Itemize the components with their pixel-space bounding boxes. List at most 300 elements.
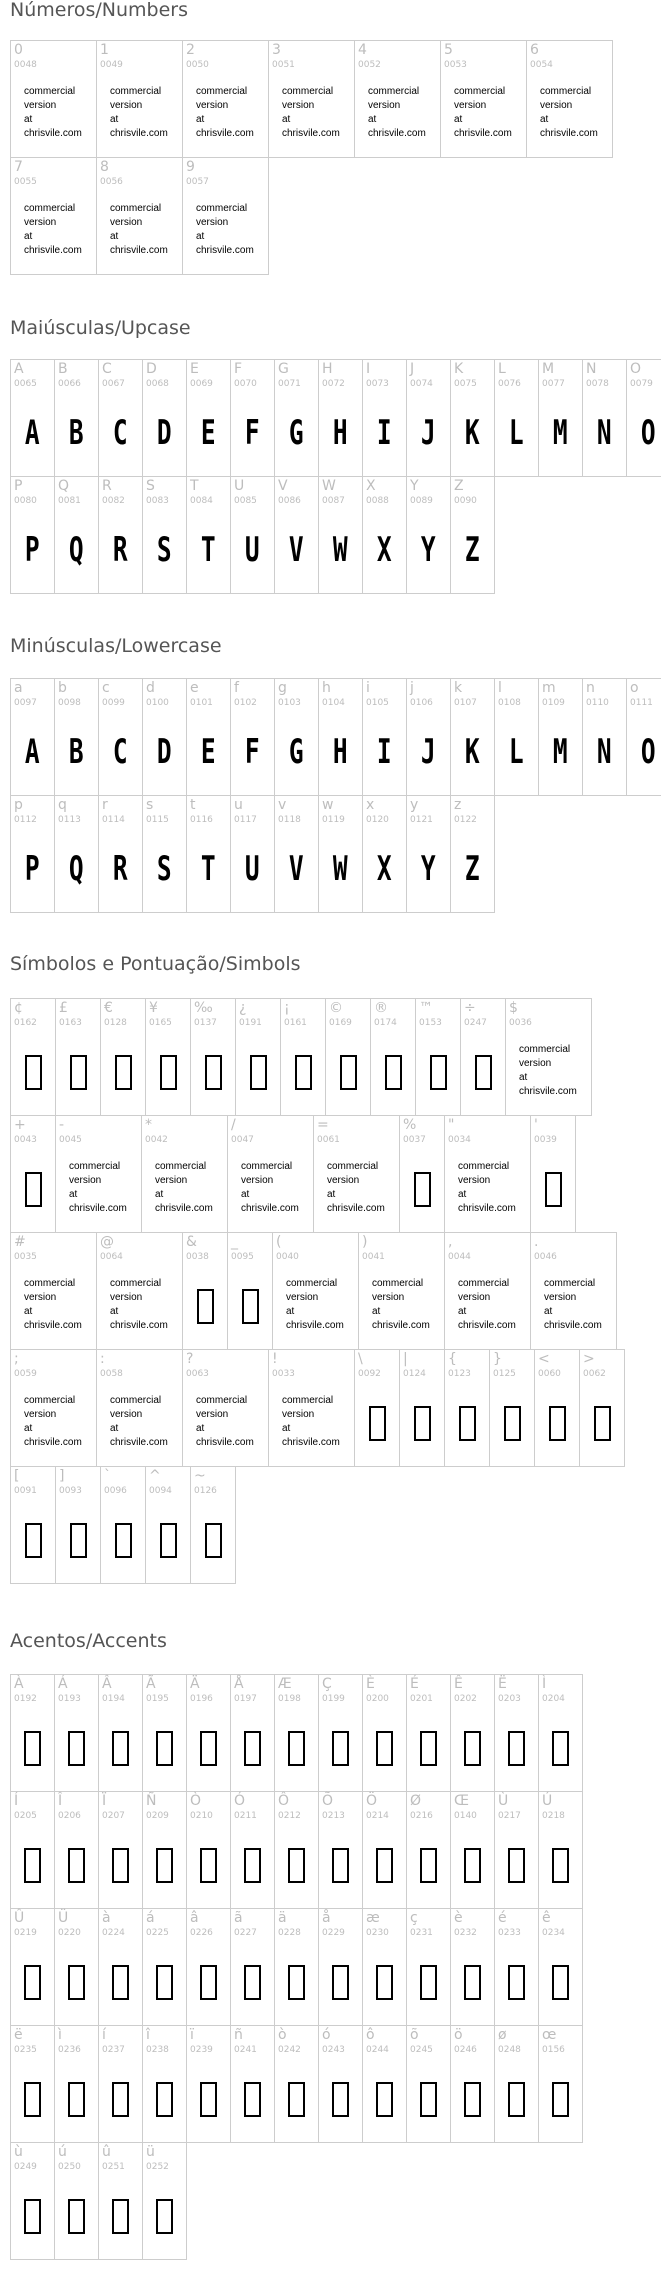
missing-glyph-box-icon [332,2082,349,2117]
glyph-cell-0045 [55,1115,142,1233]
glyph-cell-0250 [54,2142,99,2260]
glyph-cell-0059 [10,1349,97,1467]
glyph-char-label: 3 [272,42,281,58]
glyph-cell-0041 [358,1232,445,1350]
glyph-cell-0085 [230,476,275,594]
glyph-cell-0194 [98,1674,143,1792]
glyph-preview [531,1152,575,1226]
glyph-code-label: 0077 [542,379,565,389]
glyph-preview [416,1035,460,1109]
glyph-char-label: Ï [102,1793,107,1809]
glyph-preview [445,1386,489,1460]
commercial-version-note: commercial version at chrisvile.com [196,1395,254,1448]
commercial-version-note: commercial version at chrisvile.com [69,1161,127,1214]
glyph-preview [146,1035,190,1109]
glyph-code-label: 0218 [542,1811,565,1821]
glyph-char-label: ® [374,1000,388,1016]
glyph-cell-0123 [444,1349,490,1467]
glyph-char-label: Å [234,1676,244,1692]
glyph-char-label: { [448,1351,457,1367]
glyph-cell-0128 [100,998,146,1116]
glyph-char-label: T [190,478,199,494]
glyph-cell-0113 [54,795,99,913]
glyph-preview [231,396,274,470]
glyph-char-label: Ô [278,1793,290,1809]
glyph-preview [583,715,626,789]
glyph-char-label: 8 [100,159,109,175]
glyph-char-label: w [322,797,334,813]
glyph-code-label: 0095 [231,1252,254,1262]
glyph-code-label: 0085 [234,496,257,506]
commercial-version-note: commercial version at chrisvile.com [368,86,426,139]
glyph-sample: S [157,849,172,889]
glyph-preview [187,513,230,587]
glyph-cell-0102 [230,678,275,796]
glyph-sample: E [201,413,216,453]
commercial-version-note: commercial version at chrisvile.com [241,1161,299,1214]
glyph-cell-0107 [450,678,495,796]
commercial-version-note: commercial version at chrisvile.com [327,1161,385,1214]
glyph-cell-0246 [450,2025,495,2143]
glyph-cell-0218 [538,1791,583,1909]
glyph-sample: H [333,413,348,453]
glyph-cell-0112 [10,795,55,913]
glyph-char-label: å [322,1910,331,1926]
glyph-code-label: 0169 [329,1018,352,1028]
glyph-char-label: v [278,797,287,813]
glyph-char-label: x [366,797,375,813]
glyph-code-label: 0220 [58,1928,81,1938]
commercial-version-note: commercial version at chrisvile.com [110,86,168,139]
glyph-preview [55,2179,98,2253]
glyph-char-label: ü [146,2144,155,2160]
glyph-code-label: 0034 [448,1135,471,1145]
glyph-char-label: ] [59,1468,65,1484]
missing-glyph-box-icon [25,1172,42,1207]
glyph-char-label: ï [190,2027,194,2043]
glyph-cell-0049 [96,40,183,158]
glyph-cell-0052 [354,40,441,158]
glyph-char-label: ™ [419,1000,433,1016]
commercial-version-note: commercial version at chrisvile.com [196,203,254,256]
glyph-code-label: 0123 [448,1369,471,1379]
glyph-preview [451,1945,494,2019]
glyph-cell-0199 [318,1674,363,1792]
glyph-code-label: 0198 [278,1694,301,1704]
glyph-char-label: f [234,680,239,696]
glyph-code-label: 0070 [234,379,257,389]
glyph-char-label: à [102,1910,111,1926]
glyph-char-label: D [146,361,157,377]
glyph-cell-0220 [54,1908,99,2026]
glyph-code-label: 0092 [358,1369,381,1379]
glyph-code-label: 0192 [14,1694,37,1704]
glyph-preview [407,1828,450,1902]
glyph-char-label: V [278,478,288,494]
glyph-code-label: 0163 [59,1018,82,1028]
missing-glyph-box-icon [200,1731,217,1766]
glyph-char-label: W [322,478,336,494]
glyph-preview [55,1828,98,1902]
glyph-code-label: 0055 [14,177,37,187]
glyph-char-label: M [542,361,555,377]
glyph-preview [187,396,230,470]
glyph-char-label: B [58,361,68,377]
glyph-char-label: ' [534,1117,538,1133]
glyph-char-label: F [234,361,243,377]
glyph-preview [319,715,362,789]
glyph-sample: U [245,530,260,570]
glyph-cell-0121 [406,795,451,913]
glyph-sample: R [113,849,128,889]
glyph-preview [490,1386,534,1460]
glyph-code-label: 0088 [366,496,389,506]
glyph-cell-0062 [579,1349,625,1467]
glyph-cell-0201 [406,1674,451,1792]
section-title-lowercase: Minúsculas/Lowercase [10,635,222,657]
glyph-cell-0225 [142,1908,187,2026]
glyph-cell-0193 [54,1674,99,1792]
glyph-preview [461,1035,505,1109]
glyph-cell-0060 [534,1349,580,1467]
glyph-cell-0070 [230,359,275,477]
glyph-preview [407,715,450,789]
glyph-char-label: % [403,1117,417,1133]
glyph-code-label: 0071 [278,379,301,389]
glyph-sample: X [377,849,392,889]
glyph-code-label: 0227 [234,1928,257,1938]
missing-glyph-box-icon [24,1848,41,1883]
glyph-preview [11,2179,54,2253]
glyph-char-label: Ä [190,1676,200,1692]
glyph-sample: V [289,849,304,889]
glyph-sample: J [421,413,436,453]
glyph-cell-0169 [325,998,371,1116]
missing-glyph-box-icon [156,2199,173,2234]
glyph-preview [99,2179,142,2253]
glyph-preview [55,396,98,470]
glyph-preview [143,396,186,470]
glyph-cell-0109 [538,678,583,796]
glyph-code-label: 0252 [146,2162,169,2172]
missing-glyph-box-icon [552,1965,569,2000]
glyph-preview [99,1828,142,1902]
glyph-preview [11,513,54,587]
glyph-preview [319,2062,362,2136]
glyph-cell-0065 [10,359,55,477]
glyph-cell-0236 [54,2025,99,2143]
glyph-code-label: 0196 [190,1694,213,1704]
glyph-code-label: 0124 [403,1369,426,1379]
glyph-code-label: 0239 [190,2045,213,2055]
glyph-sample: I [377,413,392,453]
glyph-code-label: 0082 [102,496,125,506]
glyph-char-label: Ñ [146,1793,157,1809]
glyph-code-label: 0242 [278,2045,301,2055]
glyph-code-label: 0195 [146,1694,169,1704]
glyph-cell-0061 [313,1115,400,1233]
glyph-cell-0057 [182,157,269,275]
glyph-code-label: 0137 [194,1018,217,1028]
glyph-cell-0216 [406,1791,451,1909]
missing-glyph-box-icon [70,1523,87,1558]
glyph-char-label: 5 [444,42,453,58]
glyph-cell-0195 [142,1674,187,1792]
glyph-preview [363,513,406,587]
glyph-char-label: Ø [410,1793,422,1809]
glyph-preview [143,832,186,906]
glyph-preview [143,1945,186,2019]
glyph-char-label: Ì [542,1676,547,1692]
glyph-char-label: q [58,797,67,813]
glyph-cell-0096 [100,1466,146,1584]
glyph-sample: L [509,413,524,453]
glyph-preview [146,1503,190,1577]
glyph-char-label: ¥ [149,1000,158,1016]
glyph-code-label: 0084 [190,496,213,506]
glyph-cell-0137 [190,998,236,1116]
glyph-preview [535,1386,579,1460]
missing-glyph-box-icon [414,1406,431,1441]
glyph-code-label: 0206 [58,1811,81,1821]
glyph-sample: J [421,732,436,772]
glyph-char-label: ú [58,2144,67,2160]
glyph-preview [11,396,54,470]
glyph-cell-0034 [444,1115,531,1233]
commercial-version-note: commercial version at chrisvile.com [110,203,168,256]
glyph-char-label: 0 [14,42,23,58]
glyph-code-label: 0229 [322,1928,345,1938]
glyph-char-label: è [454,1910,463,1926]
glyph-preview [143,2062,186,2136]
glyph-cell-0090 [450,476,495,594]
glyph-preview [99,2062,142,2136]
missing-glyph-box-icon [112,2199,129,2234]
glyph-sample: E [201,732,216,772]
missing-glyph-box-icon [332,1965,349,2000]
glyph-preview [451,1711,494,1785]
symbols-row [10,1232,624,1349]
glyph-char-label: ö [454,2027,463,2043]
glyph-preview [187,1711,230,1785]
glyph-cell-0103 [274,678,319,796]
glyph-code-label: 0046 [534,1252,557,1262]
glyph-preview [275,396,318,470]
glyph-sample: B [69,413,84,453]
glyph-code-label: 0094 [149,1486,172,1496]
glyph-code-label: 0075 [454,379,477,389]
missing-glyph-box-icon [244,1848,261,1883]
missing-glyph-box-icon [552,1731,569,1766]
glyph-cell-0115 [142,795,187,913]
glyph-char-label: ò [278,2027,287,2043]
glyph-preview [495,2062,538,2136]
glyph-char-label: > [583,1351,595,1367]
glyph-cell-0192 [10,1674,55,1792]
missing-glyph-box-icon [205,1523,222,1558]
glyph-code-label: 0122 [454,815,477,825]
glyph-char-label: s [146,797,154,813]
glyph-sample: C [113,413,128,453]
glyph-preview [495,1828,538,1902]
glyph-cell-0126 [190,1466,236,1584]
glyph-preview [231,2062,274,2136]
glyph-char-label: k [454,680,463,696]
glyph-char-label: I [366,361,371,377]
glyph-char-label: ( [276,1234,282,1250]
glyph-preview [275,1828,318,1902]
glyph-preview [55,832,98,906]
glyph-sample: V [289,530,304,570]
glyph-char-label: 9 [186,159,195,175]
glyph-cell-0072 [318,359,363,477]
glyph-sample: B [69,732,84,772]
glyph-char-label: a [14,680,23,696]
missing-glyph-box-icon [156,2082,173,2117]
glyph-code-label: 0219 [14,1928,37,1938]
glyph-code-label: 0201 [410,1694,433,1704]
glyph-cell-0082 [98,476,143,594]
glyph-cell-0214 [362,1791,407,1909]
glyph-preview [363,715,406,789]
glyph-char-label: e [190,680,199,696]
glyph-preview [495,396,538,470]
glyph-sample: L [509,732,524,772]
missing-glyph-box-icon [24,1965,41,2000]
glyph-char-label: - [59,1117,65,1133]
commercial-version-note: commercial version at chrisvile.com [458,1278,516,1331]
glyph-code-label: 0115 [146,815,169,825]
glyph-cell-0161 [280,998,326,1116]
glyph-code-label: 0091 [14,1486,37,1496]
glyph-char-label: Î [58,1793,63,1809]
glyph-sample: Y [421,530,436,570]
glyph-cell-0100 [142,678,187,796]
glyph-code-label: 0111 [630,698,653,708]
glyph-code-label: 0049 [100,60,123,70]
glyph-char-label: é [498,1910,507,1926]
glyph-char-label: © [329,1000,343,1016]
glyph-cell-0165 [145,998,191,1116]
missing-glyph-box-icon [68,1965,85,2000]
glyph-cell-0140 [450,1791,495,1909]
glyph-cell-0083 [142,476,187,594]
glyph-preview [407,513,450,587]
missing-glyph-box-icon [68,2199,85,2234]
glyph-code-label: 0204 [542,1694,565,1704]
glyph-cell-0040 [272,1232,359,1350]
missing-glyph-box-icon [68,1731,85,1766]
missing-glyph-box-icon [68,1848,85,1883]
glyph-grid-symbols [10,998,624,1583]
glyph-code-label: 0217 [498,1811,521,1821]
glyph-preview [407,2062,450,2136]
glyph-char-label: 2 [186,42,195,58]
missing-glyph-box-icon [420,1731,437,1766]
glyph-code-label: 0233 [498,1928,521,1938]
glyph-cell-0039 [530,1115,576,1233]
glyph-sample: D [157,413,172,453]
glyph-char-label: Õ [322,1793,334,1809]
glyph-preview [228,1269,272,1343]
glyph-cell-0197 [230,1674,275,1792]
glyph-cell-0242 [274,2025,319,2143]
glyph-sample: M [553,732,568,772]
glyph-cell-0079 [626,359,661,477]
glyph-cell-0076 [494,359,539,477]
glyph-cell-0086 [274,476,319,594]
glyph-code-label: 0231 [410,1928,433,1938]
glyph-code-label: 0060 [538,1369,561,1379]
section-title-numbers: Números/Numbers [10,0,188,21]
glyph-code-label: 0212 [278,1811,301,1821]
glyph-char-label: } [493,1351,502,1367]
missing-glyph-box-icon [464,1848,481,1883]
glyph-preview [231,513,274,587]
glyph-cell-0122 [450,795,495,913]
glyph-grid-accents [10,1674,582,2259]
glyph-cell-0212 [274,1791,319,1909]
glyph-char-label: Ú [542,1793,553,1809]
glyph-cell-0037 [399,1115,445,1233]
glyph-cell-0089 [406,476,451,594]
glyph-code-label: 0251 [102,2162,125,2172]
glyph-sample: Y [421,849,436,889]
numbers-row [10,157,612,274]
glyph-cell-0114 [98,795,143,913]
glyph-code-label: 0205 [14,1811,37,1821]
glyph-preview [55,715,98,789]
glyph-cell-0054 [526,40,613,158]
glyph-cell-0050 [182,40,269,158]
glyph-sample: X [377,530,392,570]
commercial-version-note: commercial version at chrisvile.com [110,1278,168,1331]
glyph-preview [55,2062,98,2136]
glyph-code-label: 0199 [322,1694,345,1704]
glyph-sample: F [245,732,260,772]
glyph-preview [451,715,494,789]
glyph-preview [231,715,274,789]
glyph-code-label: 0040 [276,1252,299,1262]
upcase-row [10,476,661,593]
glyph-preview [400,1152,444,1226]
glyph-code-label: 0202 [454,1694,477,1704]
glyph-char-label: u [234,797,243,813]
glyph-cell-0162 [10,998,56,1116]
glyph-char-label: Ü [58,1910,69,1926]
glyph-char-label: P [14,478,23,494]
glyph-code-label: 0033 [272,1369,295,1379]
missing-glyph-box-icon [115,1523,132,1558]
glyph-code-label: 0246 [454,2045,477,2055]
glyph-code-label: 0041 [362,1252,385,1262]
glyph-char-label: ÷ [464,1000,476,1016]
missing-glyph-box-icon [552,1848,569,1883]
missing-glyph-box-icon [376,2082,393,2117]
missing-glyph-box-icon [545,1172,562,1207]
glyph-preview [580,1386,624,1460]
commercial-version-note: commercial version at chrisvile.com [196,86,254,139]
glyph-preview [495,715,538,789]
glyph-cell-0091 [10,1466,56,1584]
glyph-char-label: ~ [194,1468,206,1484]
missing-glyph-box-icon [160,1523,177,1558]
glyph-code-label: 0249 [14,2162,37,2172]
glyph-char-label: ã [234,1910,243,1926]
glyph-preview [627,715,661,789]
glyph-cell-0124 [399,1349,445,1467]
glyph-code-label: 0066 [58,379,81,389]
